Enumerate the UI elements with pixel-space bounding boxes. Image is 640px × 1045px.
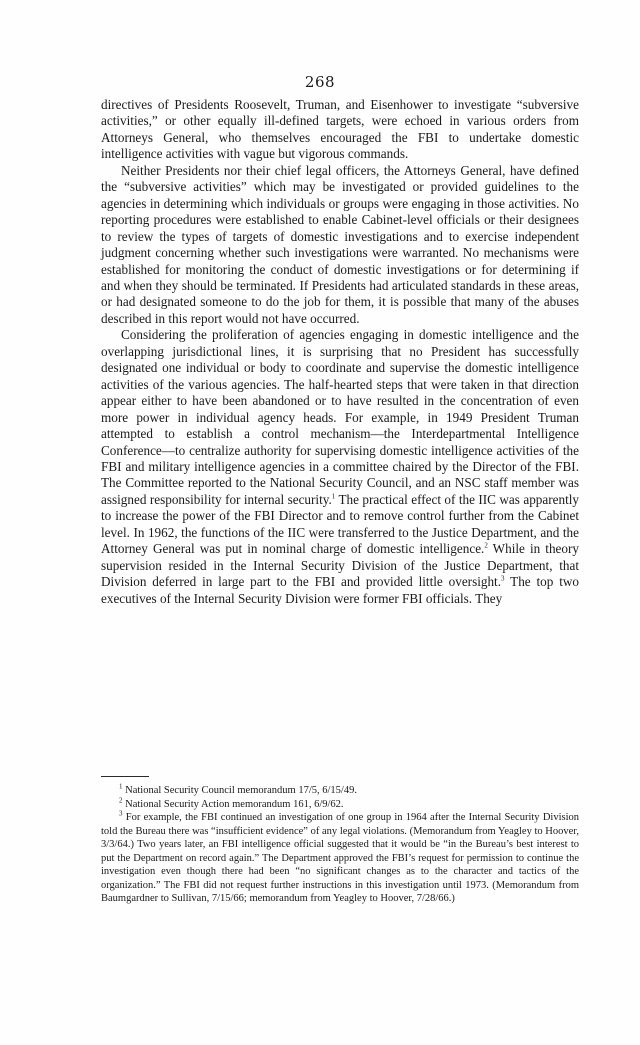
- footnote-text: For example, the FBI continued an investigation of one group in 1964 after the Internal Security Division told the Bureau there was “insufficient evidence” of any legal violations. (Memorandum from Yeagley to Hoover, 3/3/64.) Two years later, an FBI intelligence official suggested that it would be “in the Bureau’s best interest to put the Department on record again.” The Department approved the FBI’s request for permission to continue the investigation even though there had been “no significant changes as to the character and tactics of the organization.” The FBI did not request further instructions in this investigation until 1973. (Memorandum from Baumgardner to Sullivan, 7/15/66; memorandum from Yeagley to Hoover, 7/28/66.): [101, 812, 579, 904]
- body-text: [101, 97, 579, 607]
- paragraph-text: The top two executives of the Internal Security Division were former FBI officials. They: [101, 574, 579, 606]
- footnote-marker: 1: [119, 782, 123, 791]
- footnote-marker: 3: [119, 809, 123, 818]
- paragraph: [101, 163, 579, 328]
- paragraph-text: The practical effect of the IIC was apparently to increase the power of the FBI Director and to remove control further from the Cabinet level. In 1962, the functions of the IIC were transferred to the Justice Department, and the Attorney General was put in nominal charge of domestic intelligence.: [101, 491, 579, 557]
- footnote-text: National Security Action memorandum 161, 6/9/62.: [122, 798, 344, 810]
- paragraph-text: Neither Presidents nor their chief legal officers, the Attorneys General, have defined the “subversive activities” which may be investigated or provided guidelines to the agencies in determining which individuals or groups were engaging in those activities. No reporting procedures were established to enable Cabinet-level officials or their designees to review the types of targets of domestic investigations and to exercise independent judgment concerning whether such investigations were warranted. No mechanisms were established for monitoring the conduct of domestic investigations or for determining if and when they should be terminated. If Presidents had articulated standards in these areas, or had designated someone to do the job for them, it is possible that many of the abuses described in this report would not have occurred.: [101, 162, 579, 326]
- footnote-reference: 3: [501, 574, 505, 583]
- footnote: [101, 798, 579, 812]
- footnote-text: National Security Council memorandum 17/5, 6/15/49.: [122, 785, 357, 796]
- paragraph-text: While in theory supervision resided in the Internal Security Division of the Justice Department, that Division deferred in large part to the FBI and provided little oversight.: [101, 541, 579, 590]
- footnote-marker: 2: [119, 796, 123, 804]
- paragraph-text: Considering the proliferation of agencies engaging in domestic intelligence and the overlapping jurisdictional lines, it is surprising that no President has successfully designated one individual or body to coordinate and supervise the domestic intelligence activities of the various agencies. The half-hearted steps that were taken in that direction appear either to have been abandoned or to have resulted in the concentration of even more power in individual agency heads. For example, in 1949 President Truman attempted to establish a control mechanism—the Interdepartmental Intelligence Conference—to centralize authority for supervising domestic intelligence activities of the FBI and military intelligence agencies in a committee chaired by the Director of the FBI. The Committee reported to the National Security Council, and an NSC staff member was assigned responsibility for internal security.: [101, 327, 579, 507]
- paragraph: [101, 327, 579, 607]
- page-number: 268: [304, 73, 336, 91]
- footnote-reference: 2: [484, 541, 488, 550]
- footnote: [101, 784, 579, 798]
- paragraph: [101, 97, 579, 163]
- footnotes: [101, 784, 579, 906]
- paragraph-text: directives of Presidents Roosevelt, Truman, and Eisenhower to investigate “subversive activities,” or other equally ill-defined targets, were echoed in various orders from Attorneys General, who themselves encouraged the FBI to undertake domestic intelligence activities with vague but vigorous commands.: [101, 97, 579, 162]
- footnote: [101, 811, 579, 906]
- footnote-reference: 1: [331, 492, 336, 501]
- footnote-divider: [101, 776, 149, 777]
